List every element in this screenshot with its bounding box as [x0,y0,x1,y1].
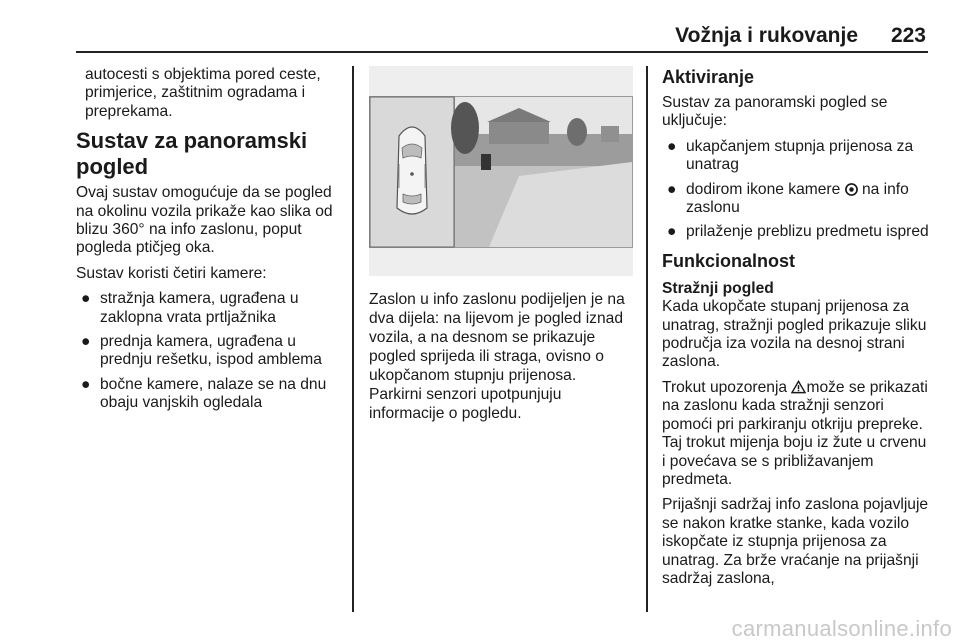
section-heading: Funkcionalnost [662,250,796,271]
bullet-icon: ● [81,333,91,351]
bullet-icon: ● [81,290,91,308]
section-heading: Aktiviranje [662,67,755,87]
list-item: ● dodirom ikone kamere na info zaslonu [667,180,909,217]
column-right [662,66,930,595]
bullet-icon: ● [667,180,677,198]
paragraph: Trokut upozorenja može se prikazati na zaslonu kada stražnji senzori pomoći pri parkiranju otkriju prepreke. Taj trokut mijenja boju iz žute u crvenu i povećava se s približavanjem predmeta. [662,378,928,488]
bullet-icon: ● [667,223,677,241]
car-top-view-icon [397,127,427,214]
column-middle [369,66,633,430]
list-item: ● ukapčanjem stupnja prijenosa za unatrag [667,137,914,174]
subsection-heading: Stražnji pogled [662,279,774,297]
split-screen-illustration [369,96,633,248]
header-rule [76,51,928,53]
page-header [76,22,928,48]
activation-list [662,138,930,242]
list-item: ● prednja kamera, ugrađena u prednju rešetku, ispod amblema [81,333,322,369]
column-left [76,66,348,419]
camera-list [76,290,348,412]
section-heading: Sustav za panoramski pogled [76,128,308,180]
list-item: ● prilaženje preblizu predmetu ispred [667,223,929,241]
list-item: ● bočne kamere, nalaze se na dnu obaju vanjskih ogledala [81,375,327,412]
bullet-icon: ● [667,137,677,155]
camera-view-panel [451,97,632,247]
column-divider [352,66,354,612]
watermark: carmanualsonline.info [731,616,952,641]
paragraph: Kada ukopčate stupanj prijenosa za unatrag, stražnji pogled prikazuje sliku područja iza vozila na desnoj strani zaslona. [662,298,927,371]
paragraph: Prijašnji sadržaj info zaslona pojavljuje se nakon kratke stanke, kada vozilo iskopčate iz stupnja prijenosa za unatrag. Za brže vraćanje na prijašnji sadržaj zaslona, [662,496,929,587]
column-divider [646,66,648,612]
paragraph: Sustav koristi četiri kamere: [76,264,267,282]
section-title: Vožnja i rukovanje [675,24,858,47]
bullet-icon: ● [81,375,91,393]
warning-triangle-icon [791,380,806,394]
intro-text: autocesti s objektima pored ceste, primjerice, zaštitnim ogradama i preprekama. [85,66,321,120]
figure-panoramic-view [369,66,633,276]
camera-settings-icon [845,183,858,196]
paragraph: Sustav za panoramski pogled se uključuje: [662,94,888,130]
page-number: 223 [890,24,926,47]
paragraph: Ovaj sustav omogućuje da se pogled na okolinu vozila prikaže kao slika od blizu 360° na info zaslonu, poput pogleda ptičjeg oka. [76,184,333,257]
list-item: ● stražnja kamera, ugrađena u zaklopna vrata prtljažnika [81,290,299,326]
figure-caption: Zaslon u info zaslonu podijeljen je na dva dijela: na lijevom je pogled iznad vozila, a na desnom se prikazuje pogled sprijeda ili straga, ovisno o ukopčanom stupnju prijenosa. Parkirni senzori upotpunjuju informacije o pogledu. [369,291,625,422]
